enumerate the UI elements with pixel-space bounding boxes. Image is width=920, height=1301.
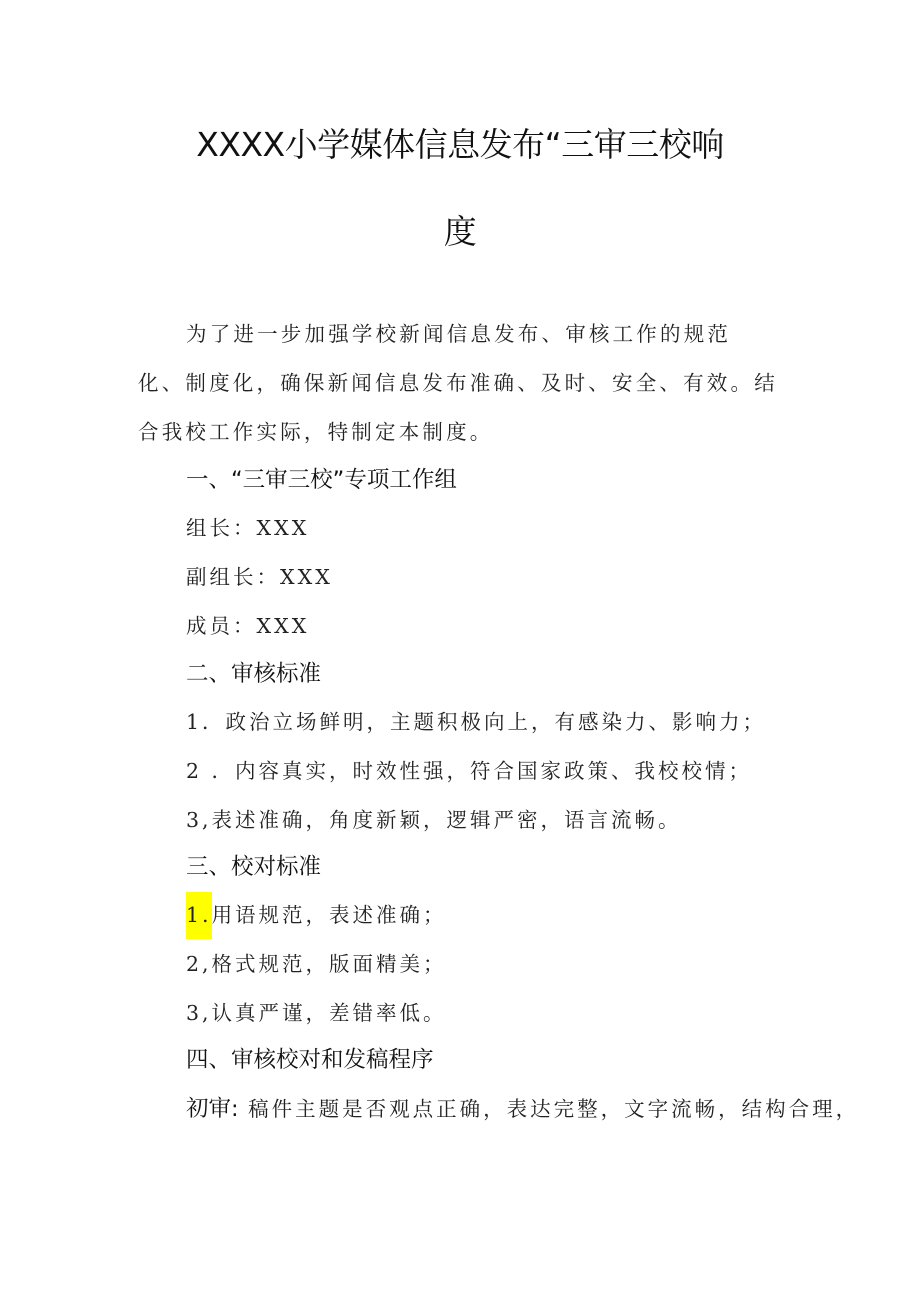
section4-heading: 四、审核校对和发稿程序: [186, 1047, 434, 1073]
highlighted-item-number: 1.: [186, 892, 212, 939]
proofread-standard-item-3: 3,认真严谨，差错率低。: [186, 1001, 447, 1025]
proofread-standard-item-2: 2,格式规范，版面精美；: [186, 952, 447, 976]
intro-paragraph: 为了进一步加强学校新闻信息发布、审核工作的规范化、制度化，确保新闻信息发布准确、及时、安全、有效。结合我校工作实际，特制定本制度。: [138, 322, 778, 444]
document-title-line1: XXXX小学媒体信息发布“三审三校响: [196, 125, 724, 164]
section1-heading: 一、“三审三校”专项工作组: [186, 467, 457, 493]
first-review-text: 稿件主题是否观点正确，表达完整，文字流畅，结构合理，: [238, 1097, 860, 1121]
section2-heading: 二、审核标准: [186, 661, 322, 687]
review-standard-item-2: 2 ．内容真实，时效性强，符合国家政策、我校校情；: [186, 759, 753, 783]
first-review-paragraph: [186, 1094, 859, 1124]
proofread-standard-item-1-text: 用语规范，表述准确；: [211, 903, 447, 927]
group-deputy-leader: 副组长：XXX: [186, 565, 333, 589]
review-standard-item-1: 1．政治立场鲜明，主题积极向上，有感染力、影响力；: [186, 710, 767, 734]
first-review-label: 初审:: [186, 1096, 239, 1122]
section3-heading: 三、校对标准: [186, 854, 322, 880]
group-members: 成员：XXX: [186, 614, 310, 638]
document-title-line2: 度: [443, 212, 477, 251]
review-standard-item-3: 3,表述准确，角度新颖，逻辑严密，语言流畅。: [186, 808, 682, 832]
group-leader: 组长：XXX: [186, 516, 310, 540]
proofread-standard-item-1: [186, 900, 447, 939]
